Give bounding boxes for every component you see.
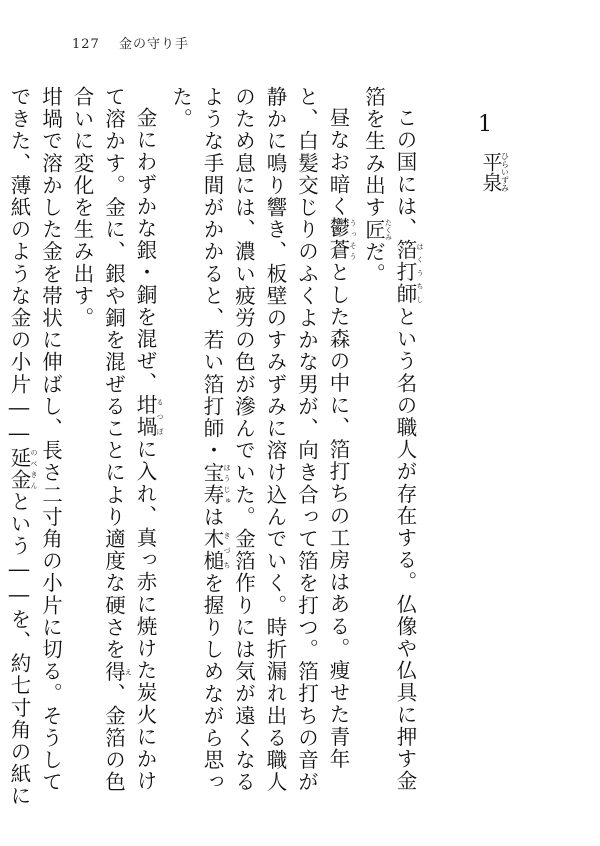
paragraph xyxy=(66,86,165,811)
ruby-word xyxy=(200,528,231,573)
text-run: この国には、 xyxy=(393,106,417,240)
ruby-base: 延金 xyxy=(7,446,31,491)
text-run: に入れ、真っ赤に焼けた炭火にかけて溶かす。金に、銀や銅を混ぜることにより適度な硬さを xyxy=(101,86,157,792)
ruby-reading: はくうちし xyxy=(416,239,424,306)
ruby-base: 鬱蒼 xyxy=(326,217,350,262)
text-run: とした森の中に、箔打ちの工房はある。痩せた青年と、白髪交じりのふくよかな男が、向き合って箔を打つ。箔打ちの音が静かに鳴り響き、板壁のすみずみに溶け込んでいく。時折漏れ出る職人のため息には、濃い疲労の色が滲んでいた。金箔作りには気が遠くなるような手間がかかると、若い箔打師・ xyxy=(200,86,350,794)
ruby-word xyxy=(7,446,38,491)
chapter-title xyxy=(479,152,509,192)
ruby-reading: うっそう xyxy=(349,217,357,262)
running-header xyxy=(72,33,189,52)
ruby-word xyxy=(361,218,393,241)
ruby-word xyxy=(326,217,357,262)
page-number: 127 xyxy=(72,37,100,52)
ruby-word xyxy=(101,660,133,683)
ruby-base: 宝寿 xyxy=(200,461,224,506)
text-run: を握りしめながら思った。 xyxy=(168,86,224,794)
paragraph xyxy=(357,86,424,811)
text-run: は xyxy=(200,505,224,529)
text-run: 、金箔の色合いに変化を生み出す。 xyxy=(70,86,126,794)
ruby-reading: たくみ xyxy=(384,218,393,241)
chapter-title-ruby: ひらいずみ xyxy=(500,152,510,192)
text-run: だ。 xyxy=(361,240,386,285)
text-run: 坩堝で溶かした金を帯状に伸ばし、長さ二寸角の小片に切る。そうしてできた、薄紙のような金の小片―― xyxy=(7,86,63,794)
text-run: という名の職人が存在する。仏像や仏具に押す金箔を生み出す xyxy=(361,86,417,792)
text-run: 金にわずかな銀・銅を混ぜ、 xyxy=(133,106,157,394)
ruby-reading: え xyxy=(124,660,133,683)
book-title: 金の守り手 xyxy=(118,37,189,52)
ruby-base: 木槌 xyxy=(200,528,224,573)
ruby-base: 匠 xyxy=(361,218,386,241)
body-text xyxy=(0,86,424,811)
ruby-base: 得 xyxy=(101,660,126,683)
text-run: という――を、約七寸角の紙に xyxy=(7,490,31,808)
ruby-reading: のべきん xyxy=(30,446,38,491)
ruby-word xyxy=(200,461,231,506)
ruby-word xyxy=(133,393,164,439)
paragraph xyxy=(164,86,357,811)
paragraph xyxy=(0,86,66,811)
ruby-base: 坩堝 xyxy=(133,393,157,439)
ruby-reading: るつぼ xyxy=(156,393,164,438)
chapter-title-text: 平泉 xyxy=(479,152,503,192)
chapter-number: 1 xyxy=(478,112,492,137)
ruby-base: 箔打師 xyxy=(393,239,417,306)
ruby-reading: きづち xyxy=(223,528,231,573)
ruby-reading: ほうじゅ xyxy=(223,461,231,506)
text-run: 昼なお暗く xyxy=(326,106,350,217)
ruby-word xyxy=(393,239,424,306)
